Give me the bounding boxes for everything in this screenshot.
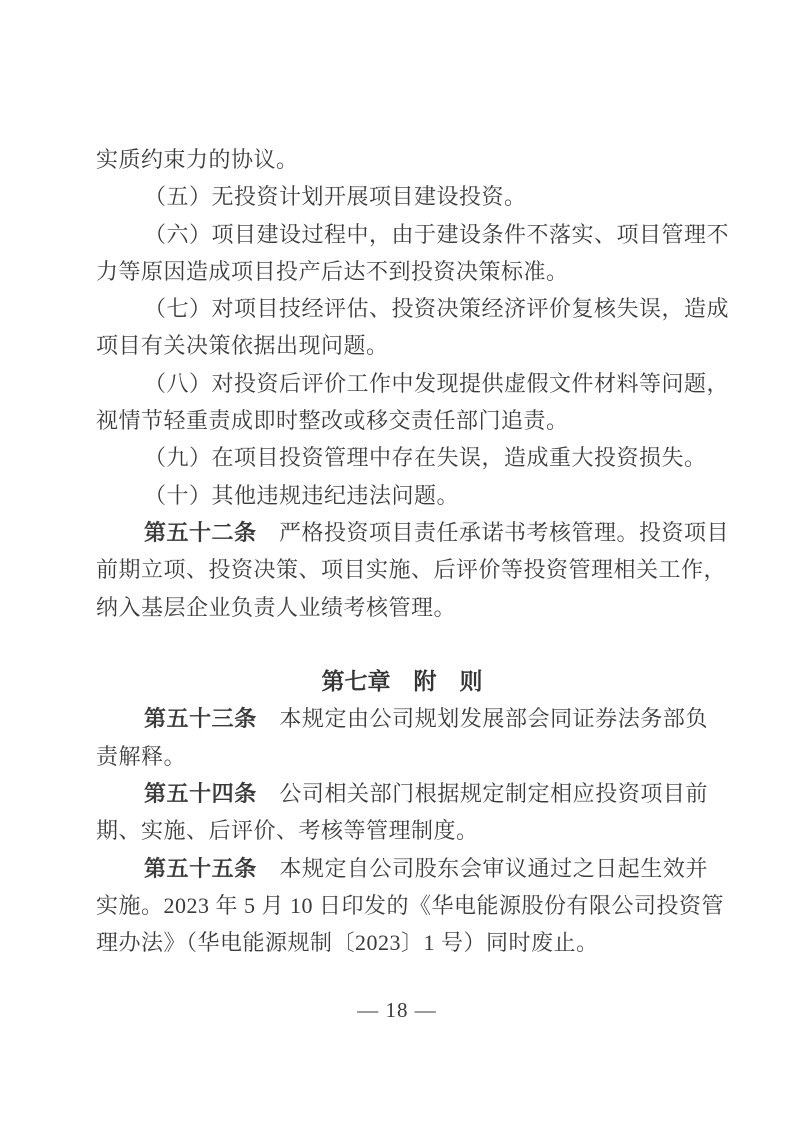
clause-term: 第五十二条 [144, 519, 257, 545]
clause-term: 第五十五条 [144, 855, 257, 881]
clause-term: 第五十四条 [144, 781, 257, 807]
body-line: 实质约束力的协议。 [96, 147, 299, 172]
body-line: 期、实施、后评价、考核等管理制度。 [96, 818, 479, 844]
document-body [96, 141, 730, 962]
page-number: — 18 — [357, 998, 437, 1022]
clause-text: 公司相关部门根据规定制定相应投资项目前 [256, 781, 708, 807]
body-line: （九）在项目投资管理中存在失误，造成重大投资损失。 [144, 445, 707, 471]
body-line [96, 700, 708, 737]
body-line: 项目有关决策依据出现问题。 [96, 333, 389, 359]
body-line: （七）对项目技经评估、投资决策经济评价复核失误，造成 [144, 296, 730, 322]
body-line: 责解释。 [96, 743, 187, 769]
body-line: 前期立项、投资决策、项目实施、后评价等投资管理相关工作， [96, 557, 727, 583]
chapter-heading: 第七章 附 则 [321, 668, 483, 695]
body-line [96, 775, 708, 812]
body-line: 理办法》（华电能源规制〔2023〕1 号）同时废止。 [96, 930, 599, 956]
body-line: 实施。2023 年 5 月 10 日印发的《华电能源股份有限公司投资管 [96, 892, 725, 918]
body-line: （六）项目建设过程中，由于建设条件不落实、项目管理不 [144, 221, 730, 247]
clause-text: 本规定自公司股东会审议通过之日起生效并 [256, 855, 708, 881]
clause-text: 严格投资项目责任承诺书考核管理。投资项目 [256, 519, 730, 545]
body-line: 纳入基层企业负责人业绩考核管理。 [96, 594, 457, 620]
body-line: 力等原因造成项目投产后达不到投资决策标准。 [96, 258, 569, 284]
body-line: 视情节轻重责成即时整改或移交责任部门追责。 [96, 408, 569, 434]
body-line: （五）无投资计划开展项目建设投资。 [144, 184, 527, 210]
body-line [96, 514, 730, 551]
clause-term: 第五十三条 [144, 706, 257, 732]
body-line: （八）对投资后评价工作中发现提供虚假文件材料等问题， [144, 370, 730, 396]
clause-text: 本规定由公司规划发展部会同证券法务部负 [256, 706, 708, 732]
body-line: （十）其他违规违纪违法问题。 [144, 482, 460, 508]
body-line [96, 850, 708, 887]
